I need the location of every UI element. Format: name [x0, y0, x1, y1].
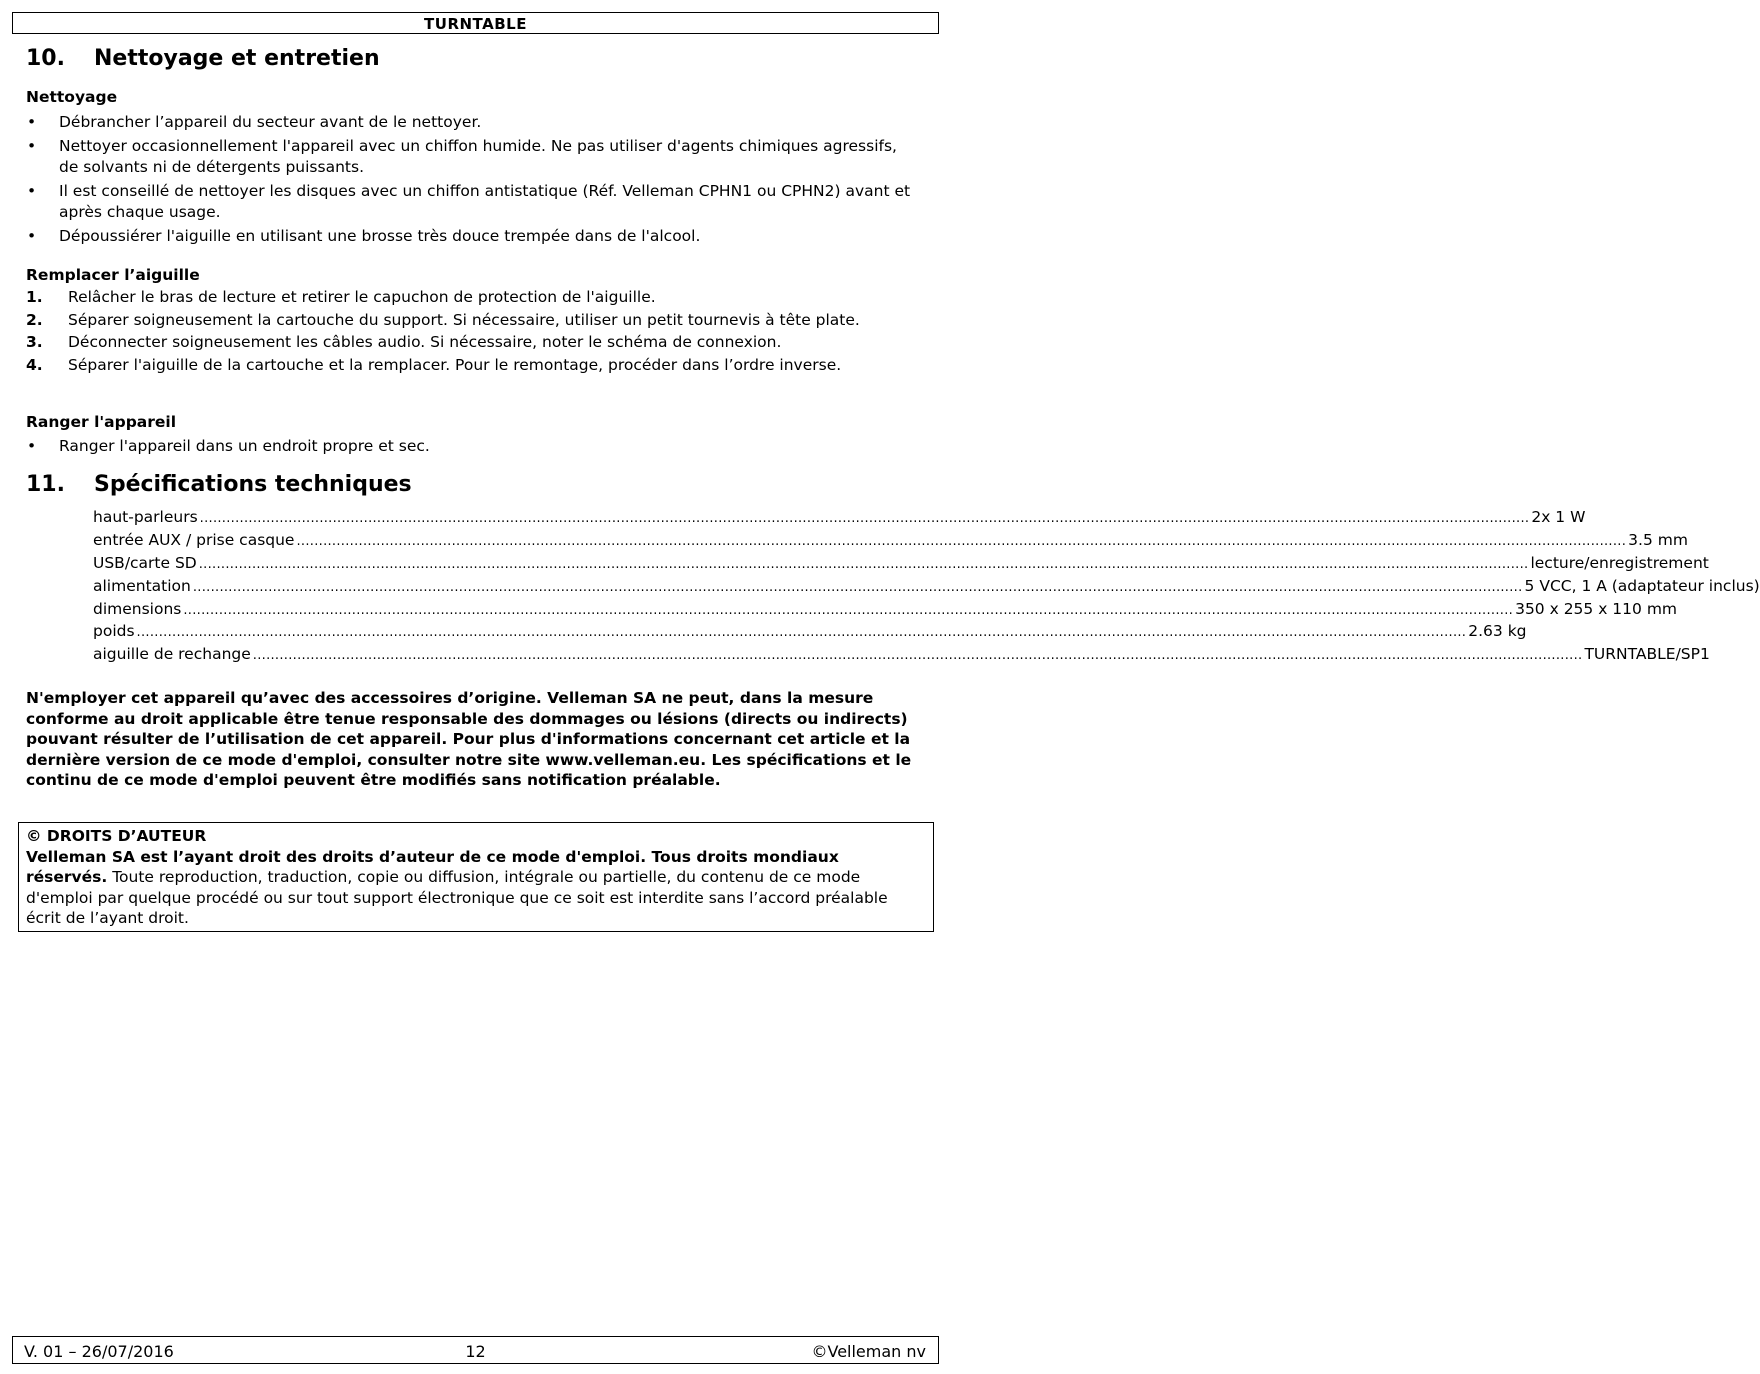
step-number: 2.: [26, 310, 43, 329]
spec-row: [93, 643, 1710, 666]
legal-notice: N'employer cet appareil qu’avec des accessoires d’origine. Velleman SA ne peut, dans la mesure conforme au droit applicable être tenue responsable des dommages ou lésions (directs ou indirects) pouvant résulter de l’utilisation de cet appareil. Pour plus d'informations concernant cet article et la dernière version de ce mode d'emploi, consulter notre site www.velleman.eu. Les spécifications et le continu de ce mode d'emploi peuvent être modifiés sans notification préalable.: [26, 689, 912, 790]
spec-row: [93, 552, 1709, 575]
footer-version: V. 01 – 26/07/2016: [24, 1342, 174, 1361]
spec-value: lecture/enregistrement: [1530, 553, 1709, 572]
spec-row: [93, 598, 1678, 621]
spec-label: haut-parleurs: [93, 508, 198, 526]
spec-value: 350 x 255 x 110 mm: [1515, 599, 1678, 618]
bullet-icon: •: [27, 182, 37, 200]
list-item: 2. Séparer soigneusement la cartouche du support. Si nécessaire, utiliser un petit tournevis à tête plate.: [26, 310, 860, 329]
dot-leader: ............................................................................................................................................................................................................................................................................................................: [199, 511, 1530, 526]
list-item: • Dépoussiérer l'aiguille en utilisant une brosse très douce trempée dans de l'alcool.: [27, 227, 701, 245]
section-heading: Nettoyage et entretien: [94, 46, 380, 71]
footer-page-number: 12: [465, 1342, 486, 1361]
dot-leader: ............................................................................................................................................................................................................................................................................................................: [252, 648, 1583, 664]
storage-heading: Ranger l'appareil: [26, 413, 177, 431]
list-item: • Ranger l'appareil dans un endroit propre et sec.: [27, 437, 430, 455]
document-footer: [12, 1336, 939, 1364]
spec-value: TURNTABLE/SP1: [1584, 645, 1710, 664]
copyright-bold-text: Velleman SA est l’ayant droit des droits d’auteur de ce mode d'emploi. Tous droits mondiaux réservés.: [26, 847, 839, 887]
copyright-box: [18, 822, 934, 932]
header-title: TURNTABLE: [424, 15, 527, 33]
step-number: 1.: [26, 288, 43, 306]
spec-value: 2.63 kg: [1468, 622, 1527, 641]
dot-leader: ............................................................................................................................................................................................................................................................................................................: [192, 579, 1523, 595]
section-number: 10.: [26, 46, 65, 71]
needle-heading: Remplacer l’aiguille: [26, 266, 200, 284]
section-heading: Spécifications techniques: [94, 472, 412, 497]
spec-row: [93, 506, 1586, 529]
section-11-title: [26, 472, 412, 498]
bullet-icon: •: [27, 227, 37, 245]
spec-label: dimensions: [93, 599, 182, 618]
spec-row: [93, 575, 1760, 598]
spec-row: [93, 620, 1527, 643]
list-item: 4. Séparer l'aiguille de la cartouche et la remplacer. Pour le remontage, procéder dans l’ordre inverse.: [26, 355, 842, 374]
copyright-title: © DROITS D’AUTEUR: [26, 827, 207, 845]
step-number: 3.: [26, 333, 43, 351]
spec-label: alimentation: [93, 576, 191, 595]
footer-company: ©Velleman nv: [811, 1342, 926, 1361]
bullet-icon: •: [27, 113, 37, 131]
spec-label: entrée AUX / prise casque: [93, 530, 295, 549]
step-number: 4.: [26, 355, 43, 374]
storage-list: [26, 436, 916, 460]
list-item: • Nettoyer occasionnellement l'appareil avec un chiffon humide. Ne pas utiliser d'agents chimiques agressifs, de solvants ni de détergents puissants.: [27, 137, 897, 176]
document-header: [12, 12, 939, 34]
specs-table: [93, 506, 1760, 666]
section-number: 11.: [26, 472, 65, 497]
list-item: • Il est conseillé de nettoyer les disques avec un chiffon antistatique (Réf. Velleman CPHN1 ou CPHN2) avant et après chaque usage.: [27, 182, 911, 221]
spec-label: aiguille de rechange: [93, 645, 251, 664]
spec-value: 2x 1 W: [1531, 508, 1586, 526]
dot-leader: ............................................................................................................................................................................................................................................................................................................: [136, 625, 1467, 641]
spec-value: 3.5 mm: [1628, 530, 1688, 549]
spec-label: USB/carte SD: [93, 553, 197, 572]
copyright-body-text: Toute reproduction, traduction, copie ou diffusion, intégrale ou partielle, du contenu de ce mode d'emploi par quelque procédé ou sur tout support électronique que ce soit est interdite sans l’accord préalable écrit de l’ayant droit.: [26, 868, 888, 928]
spec-label: poids: [93, 622, 135, 641]
section-10-title: [26, 46, 380, 72]
list-item: • Débrancher l’appareil du secteur avant de le nettoyer.: [27, 113, 482, 131]
dot-leader: ............................................................................................................................................................................................................................................................................................................: [198, 556, 1529, 572]
needle-steps: [26, 287, 921, 377]
list-item: 3. Déconnecter soigneusement les câbles audio. Si nécessaire, noter le schéma de connexion.: [26, 333, 782, 351]
cleaning-heading: Nettoyage: [26, 88, 118, 106]
bullet-icon: •: [27, 437, 37, 455]
dot-leader: ............................................................................................................................................................................................................................................................................................................: [296, 533, 1627, 549]
list-item: 1. Relâcher le bras de lecture et retirer le capuchon de protection de l'aiguille.: [26, 288, 656, 306]
bullet-icon: •: [27, 137, 37, 155]
dot-leader: ............................................................................................................................................................................................................................................................................................................: [183, 602, 1514, 618]
copyright-text: [26, 847, 924, 929]
spec-value: 5 VCC, 1 A (adaptateur inclus): [1524, 576, 1760, 595]
spec-row: [93, 529, 1688, 552]
cleaning-list: [26, 112, 916, 250]
